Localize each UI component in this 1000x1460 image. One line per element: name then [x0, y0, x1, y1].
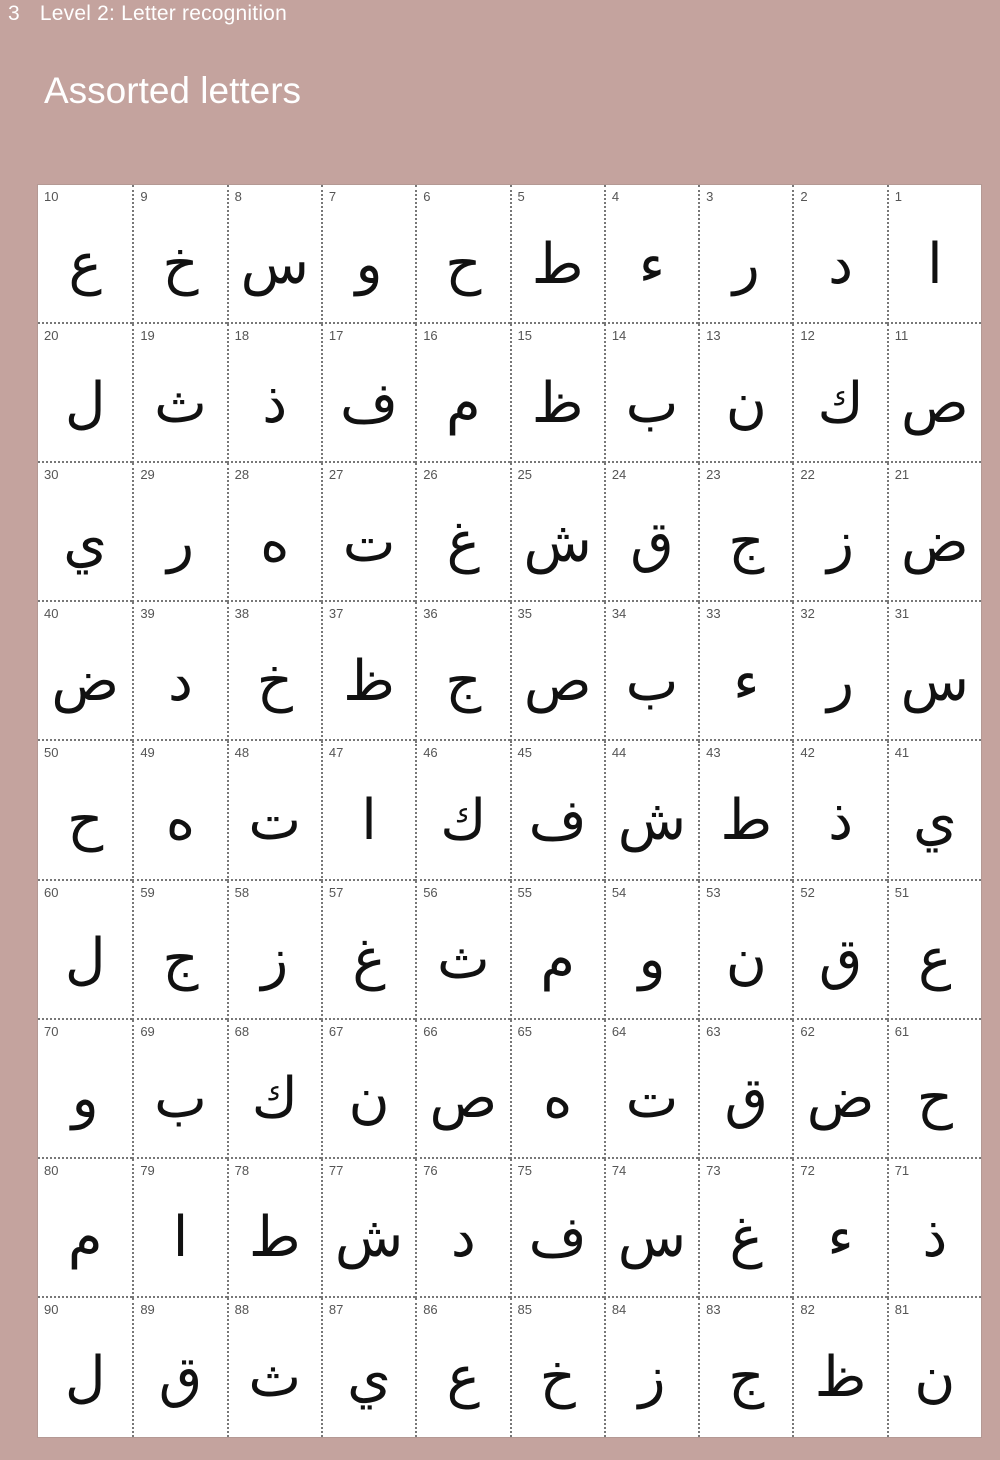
letter-cell: [698, 1298, 792, 1437]
cell-number: 21: [894, 467, 910, 483]
letter-cell: [792, 881, 886, 1020]
cell-number: 48: [234, 745, 250, 761]
letter-cell: [887, 463, 981, 602]
letter-cell: [38, 881, 132, 1020]
arabic-letter: ا: [361, 787, 377, 853]
arabic-letter: ن: [725, 927, 767, 993]
letter-cell: [604, 1159, 698, 1298]
arabic-letter: ك: [817, 370, 864, 436]
cell-number: 13: [706, 328, 721, 344]
cell-number: 62: [800, 1023, 815, 1039]
cell-number: 27: [328, 467, 344, 483]
arabic-letter: ل: [64, 1345, 106, 1411]
arabic-letter: ل: [64, 370, 106, 436]
arabic-letter: ف: [528, 1205, 587, 1271]
arabic-letter: د: [828, 231, 854, 297]
letter-cell: [227, 185, 321, 324]
letter-cell: [887, 602, 981, 741]
cell-number: 8: [234, 189, 242, 204]
letter-cell: [227, 1159, 321, 1298]
arabic-letter: ب: [625, 648, 679, 714]
letter-cell: [510, 741, 604, 880]
arabic-letter: ت: [342, 509, 396, 575]
arabic-letter: ف: [528, 787, 587, 853]
letter-cell: [604, 881, 698, 1020]
arabic-letter: م: [540, 927, 575, 993]
cell-number: 32: [800, 606, 815, 622]
arabic-letter: ر: [732, 231, 760, 297]
letter-cell: [415, 185, 509, 324]
cell-number: 85: [517, 1301, 532, 1317]
arabic-letter: ث: [248, 1345, 302, 1411]
letter-cell: [510, 602, 604, 741]
letter-cell: [510, 463, 604, 602]
letter-cell: [132, 1159, 226, 1298]
arabic-letter: غ: [352, 927, 386, 993]
cell-number: 34: [611, 606, 627, 622]
arabic-letter: ي: [912, 787, 957, 853]
cell-number: 16: [423, 328, 438, 344]
cell-number: 24: [611, 467, 627, 483]
arabic-letter: س: [240, 231, 309, 297]
arabic-letter: و: [638, 927, 666, 993]
letter-cell: [792, 185, 886, 324]
cell-number: 61: [894, 1023, 910, 1039]
arabic-letter: ذ: [828, 787, 854, 853]
cell-number: 2: [800, 189, 808, 204]
cell-number: 36: [423, 606, 438, 622]
arabic-letter: خ: [539, 1345, 576, 1411]
letter-cell: [510, 185, 604, 324]
arabic-letter: ق: [158, 1345, 203, 1411]
arabic-letter: و: [71, 1066, 99, 1132]
letter-cell: [887, 741, 981, 880]
letter-cell: [604, 185, 698, 324]
letter-cell: [604, 1298, 698, 1437]
letter-cell: [792, 1159, 886, 1298]
arabic-letter: ظ: [343, 648, 395, 714]
cell-number: 73: [706, 1162, 721, 1178]
cell-number: 56: [423, 884, 438, 900]
cell-number: 23: [706, 467, 721, 483]
letter-cell: [698, 881, 792, 1020]
letter-cell: [887, 881, 981, 1020]
section-title: Level 2: Letter recognition: [39, 2, 287, 25]
cell-number: 88: [234, 1301, 250, 1317]
cell-number: 52: [800, 884, 815, 900]
cell-number: 30: [44, 467, 59, 483]
letter-cell: [887, 324, 981, 463]
letter-cell: [415, 1298, 509, 1437]
letter-cell: [698, 1159, 792, 1298]
letter-cell: [132, 881, 226, 1020]
letter-cell: [792, 1020, 886, 1159]
arabic-letter: ج: [728, 1345, 765, 1411]
arabic-letter: ج: [728, 509, 765, 575]
arabic-letter: ا: [927, 231, 943, 297]
arabic-letter: ق: [724, 1066, 768, 1132]
cell-number: 67: [328, 1023, 344, 1039]
letter-cell: [38, 741, 132, 880]
letter-cell: [887, 185, 981, 324]
arabic-letter: ش: [617, 787, 687, 853]
letter-cell: [321, 463, 415, 602]
cell-number: 19: [140, 328, 155, 344]
cell-number: 42: [800, 745, 815, 761]
cell-number: 43: [706, 745, 721, 761]
cell-number: 47: [328, 745, 344, 761]
arabic-letter: ذ: [262, 370, 288, 436]
cell-number: 1: [894, 189, 902, 204]
letter-cell: [604, 741, 698, 880]
letter-cell: [415, 324, 509, 463]
arabic-letter: ع: [68, 231, 102, 297]
letter-cell: [321, 1020, 415, 1159]
letter-cell: [604, 463, 698, 602]
cell-number: 64: [611, 1023, 627, 1039]
letter-cell: [510, 1298, 604, 1437]
arabic-letter: ج: [445, 648, 482, 714]
cell-number: 78: [234, 1162, 250, 1178]
cell-number: 87: [328, 1301, 344, 1317]
arabic-letter: ر: [827, 648, 855, 714]
cell-number: 82: [800, 1301, 815, 1317]
letter-cell: [321, 1298, 415, 1437]
cell-number: 10: [44, 189, 59, 204]
cell-number: 5: [517, 189, 525, 204]
arabic-letter: ت: [625, 1066, 679, 1132]
cell-number: 53: [706, 884, 721, 900]
cell-number: 49: [140, 745, 155, 761]
letter-cell: [792, 1298, 886, 1437]
cell-number: 11: [894, 328, 909, 344]
letter-cell: [698, 324, 792, 463]
letter-cell: [227, 741, 321, 880]
letter-cell: [604, 1020, 698, 1159]
letter-grid: [37, 184, 982, 1438]
letter-cell: [38, 1159, 132, 1298]
cell-number: 74: [611, 1162, 627, 1178]
letter-cell: [792, 741, 886, 880]
cell-number: 17: [328, 328, 344, 344]
cell-number: 68: [234, 1023, 250, 1039]
arabic-letter: ن: [725, 370, 767, 436]
letter-cell: [321, 1159, 415, 1298]
cell-number: 35: [517, 606, 532, 622]
letter-cell: [510, 881, 604, 1020]
cell-number: 12: [800, 328, 815, 344]
cell-number: 75: [517, 1162, 532, 1178]
arabic-letter: م: [446, 370, 481, 436]
letter-cell: [698, 602, 792, 741]
letter-cell: [321, 602, 415, 741]
arabic-letter: ك: [251, 1066, 298, 1132]
letter-cell: [415, 741, 509, 880]
cell-number: 50: [44, 745, 59, 761]
cell-number: 83: [706, 1301, 721, 1317]
letter-cell: [38, 324, 132, 463]
arabic-letter: ز: [638, 1345, 666, 1411]
arabic-letter: ع: [446, 1345, 481, 1411]
letter-grid-cells: [38, 185, 981, 1437]
arabic-letter: غ: [446, 509, 481, 575]
arabic-letter: م: [67, 1205, 103, 1271]
letter-cell: [604, 324, 698, 463]
cell-number: 58: [234, 884, 250, 900]
arabic-letter: ك: [440, 787, 487, 853]
cell-number: 44: [611, 745, 627, 761]
letter-cell: [227, 1298, 321, 1437]
cell-number: 51: [894, 884, 910, 900]
letter-cell: [415, 1020, 509, 1159]
letter-cell: [132, 602, 226, 741]
letter-cell: [510, 1020, 604, 1159]
arabic-letter: ر: [166, 509, 194, 575]
cell-number: 14: [611, 328, 627, 344]
arabic-letter: ن: [348, 1066, 390, 1132]
cell-number: 89: [140, 1301, 155, 1317]
arabic-letter: ب: [625, 370, 679, 436]
cell-number: 66: [423, 1023, 438, 1039]
letter-cell: [887, 1298, 981, 1437]
letter-cell: [227, 881, 321, 1020]
arabic-letter: ط: [248, 1205, 301, 1271]
cell-number: 80: [44, 1162, 59, 1178]
letter-cell: [604, 602, 698, 741]
cell-number: 25: [517, 467, 532, 483]
page-title: Assorted letters: [44, 70, 302, 111]
arabic-letter: ح: [916, 1066, 953, 1132]
letter-cell: [321, 741, 415, 880]
cell-number: 77: [328, 1162, 344, 1178]
running-head: [8, 2, 287, 26]
letter-cell: [321, 185, 415, 324]
cell-number: 90: [44, 1301, 59, 1317]
arabic-letter: ظ: [531, 370, 584, 436]
cell-number: 45: [517, 745, 532, 761]
arabic-letter: د: [168, 648, 193, 714]
letter-cell: [792, 602, 886, 741]
cell-number: 4: [611, 189, 620, 204]
cell-number: 76: [423, 1162, 438, 1178]
arabic-letter: ي: [347, 1345, 391, 1411]
arabic-letter: ء: [827, 1205, 854, 1271]
letter-cell: [38, 463, 132, 602]
cell-number: 15: [517, 328, 532, 344]
arabic-letter: ظ: [814, 1345, 867, 1411]
arabic-letter: ق: [630, 509, 674, 575]
letter-cell: [887, 1159, 981, 1298]
cell-number: 69: [140, 1023, 155, 1039]
arabic-letter: ي: [63, 509, 108, 575]
arabic-letter: ل: [64, 927, 106, 993]
cell-number: 70: [44, 1023, 59, 1039]
letter-cell: [132, 185, 226, 324]
arabic-letter: ص: [429, 1066, 498, 1132]
cell-number: 7: [328, 189, 337, 204]
cell-number: 46: [423, 745, 438, 761]
letter-cell: [38, 185, 132, 324]
letter-cell: [38, 1298, 132, 1437]
letter-cell: [415, 1159, 509, 1298]
arabic-letter: ذ: [922, 1205, 948, 1271]
cell-number: 28: [234, 467, 250, 483]
arabic-letter: ز: [827, 509, 855, 575]
letter-cell: [227, 463, 321, 602]
arabic-letter: غ: [729, 1205, 763, 1271]
letter-cell: [227, 324, 321, 463]
arabic-letter: س: [900, 648, 970, 714]
cell-number: 22: [800, 467, 815, 483]
letter-cell: [792, 324, 886, 463]
letter-cell: [415, 602, 509, 741]
arabic-letter: ق: [818, 927, 863, 993]
arabic-letter: ت: [248, 787, 302, 853]
cell-number: 9: [140, 189, 148, 204]
arabic-letter: ف: [340, 370, 399, 436]
letter-cell: [698, 463, 792, 602]
letter-cell: [321, 881, 415, 1020]
letter-cell: [510, 324, 604, 463]
cell-number: 20: [44, 328, 59, 344]
letter-cell: [698, 185, 792, 324]
cell-number: 65: [517, 1023, 532, 1039]
cell-number: 81: [894, 1301, 910, 1317]
arabic-letter: ط: [720, 787, 773, 853]
cell-number: 3: [706, 189, 714, 204]
arabic-letter: ص: [901, 370, 969, 436]
cell-number: 6: [423, 189, 431, 204]
arabic-letter: ص: [523, 648, 592, 714]
cell-number: 54: [611, 884, 627, 900]
letter-cell: [38, 1020, 132, 1159]
arabic-letter: ش: [334, 1205, 404, 1271]
cell-number: 33: [706, 606, 721, 622]
cell-number: 60: [44, 884, 59, 900]
letter-cell: [132, 324, 226, 463]
letter-cell: [227, 1020, 321, 1159]
letter-cell: [38, 602, 132, 741]
letter-cell: [415, 463, 509, 602]
cell-number: 26: [423, 467, 438, 483]
letter-cell: [510, 1159, 604, 1298]
arabic-letter: ج: [162, 927, 199, 993]
arabic-letter: د: [450, 1205, 476, 1271]
letter-cell: [227, 602, 321, 741]
cell-number: 72: [800, 1162, 815, 1178]
letter-cell: [698, 1020, 792, 1159]
cell-number: 18: [234, 328, 250, 344]
letter-cell: [132, 1020, 226, 1159]
arabic-letter: س: [617, 1205, 687, 1271]
cell-number: 29: [140, 467, 155, 483]
cell-number: 63: [706, 1023, 721, 1039]
arabic-letter: ء: [733, 648, 760, 714]
page-number: 3: [8, 2, 20, 25]
letter-cell: [415, 881, 509, 1020]
arabic-letter: ه: [542, 1066, 573, 1132]
cell-number: 86: [423, 1301, 438, 1317]
letter-cell: [132, 463, 226, 602]
letter-cell: [698, 741, 792, 880]
arabic-letter: ه: [165, 787, 196, 853]
arabic-letter: ط: [531, 231, 584, 297]
arabic-letter: ه: [260, 509, 290, 575]
cell-number: 40: [44, 606, 59, 622]
arabic-letter: ض: [806, 1066, 875, 1132]
arabic-letter: ث: [437, 927, 490, 993]
arabic-letter: خ: [162, 231, 199, 297]
cell-number: 71: [894, 1162, 910, 1178]
arabic-letter: ح: [67, 787, 104, 853]
letter-cell: [132, 741, 226, 880]
letter-cell: [321, 324, 415, 463]
letter-cell: [887, 1020, 981, 1159]
arabic-letter: ء: [638, 231, 666, 297]
cell-number: 31: [894, 606, 910, 622]
arabic-letter: ث: [154, 370, 207, 436]
letter-cell: [792, 463, 886, 602]
cell-number: 38: [234, 606, 250, 622]
arabic-letter: و: [355, 231, 383, 297]
cell-number: 41: [894, 745, 910, 761]
arabic-letter: ض: [901, 509, 969, 575]
cell-number: 79: [140, 1162, 155, 1178]
cell-number: 55: [517, 884, 532, 900]
cell-number: 39: [140, 606, 155, 622]
arabic-letter: ا: [172, 1205, 189, 1271]
arabic-letter: ب: [154, 1066, 207, 1132]
cell-number: 59: [140, 884, 155, 900]
arabic-letter: ش: [523, 509, 592, 575]
cell-number: 37: [328, 606, 344, 622]
arabic-letter: ز: [261, 927, 289, 993]
arabic-letter: ع: [918, 927, 952, 993]
cell-number: 84: [611, 1301, 627, 1317]
arabic-letter: خ: [256, 648, 293, 714]
arabic-letter: ح: [445, 231, 482, 297]
cell-number: 57: [328, 884, 344, 900]
letter-cell: [132, 1298, 226, 1437]
arabic-letter: ض: [51, 648, 120, 714]
arabic-letter: ن: [914, 1345, 956, 1411]
